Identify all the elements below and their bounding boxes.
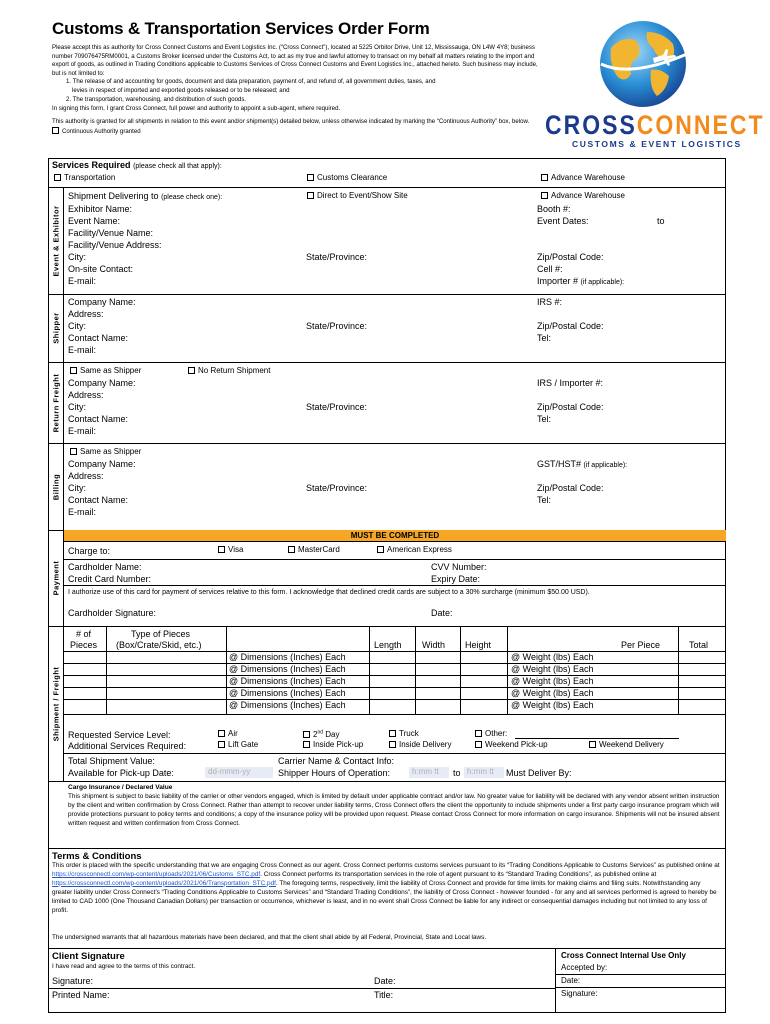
- event-email-field[interactable]: E-mail:: [68, 276, 97, 286]
- carrier-info-field[interactable]: Carrier Name & Contact Info:: [278, 756, 395, 766]
- weekend-delivery-checkbox[interactable]: Weekend Delivery: [589, 740, 664, 749]
- additional-services-label: Additional Services Required:: [68, 741, 187, 751]
- billing-address-field[interactable]: Address:: [68, 471, 104, 481]
- billing-sidebar: Billing: [48, 443, 64, 530]
- event-state-field[interactable]: State/Province:: [306, 252, 368, 262]
- inside-pickup-checkbox[interactable]: Inside Pick-up: [303, 740, 363, 749]
- cvv-field[interactable]: CVV Number:: [431, 562, 487, 572]
- cell-number-field[interactable]: Cell #:: [537, 264, 563, 274]
- col-total-header: Total: [689, 640, 709, 650]
- continuous-authority-label: Continuous Authority granted: [62, 128, 141, 136]
- must-be-completed-banner: MUST BE COMPLETED: [64, 530, 726, 542]
- col-length-header: Length: [374, 640, 402, 650]
- event-dates-field[interactable]: Event Dates:: [537, 216, 589, 226]
- col-height-header: Height: [465, 640, 492, 650]
- deliver-advance-checkbox[interactable]: Advance Warehouse: [541, 191, 625, 200]
- service-advance-warehouse[interactable]: Advance Warehouse: [541, 173, 625, 182]
- shipper-state-field[interactable]: State/Province:: [306, 321, 368, 331]
- shipper-zip-field[interactable]: Zip/Postal Code:: [537, 321, 604, 331]
- dimensions-row-4[interactable]: @ Dimensions (Inches) Each: [229, 688, 346, 698]
- shipper-contact-field[interactable]: Contact Name:: [68, 333, 129, 343]
- dimensions-row-5[interactable]: @ Dimensions (Inches) Each: [229, 700, 346, 710]
- billing-tel-field[interactable]: Tel:: [537, 495, 552, 505]
- mastercard-checkbox[interactable]: MasterCard: [288, 545, 340, 554]
- event-city-field[interactable]: City:: [68, 252, 86, 262]
- other-input-line[interactable]: [515, 738, 679, 739]
- divider: [48, 362, 726, 363]
- cardholder-signature-field[interactable]: Cardholder Signature:: [68, 608, 157, 618]
- facility-address-field[interactable]: Facility/Venue Address:: [68, 240, 162, 250]
- hours-to-input[interactable]: h:mm tt: [464, 767, 504, 778]
- billing-state-field[interactable]: State/Province:: [306, 483, 368, 493]
- service-customs-clearance[interactable]: Customs Clearance: [307, 173, 387, 182]
- return-city-field[interactable]: City:: [68, 402, 86, 412]
- services-heading: Services Required (please check all that apply):: [52, 160, 222, 170]
- intro-paragraph-2: In signing this form, I grant Cross Connect, full power and authority to appoint a sub-agent, where required.: [52, 105, 341, 113]
- intro-item-1: 1. The release of and accounting for goods, document and data preparation, payment of, and refund of, all government duties, taxes, and: [66, 78, 436, 86]
- intro-text: [52, 44, 540, 137]
- brand-logo-text: CROSSCONNECT: [545, 110, 765, 140]
- client-agree-text: I have read and agree to the terms of this contract.: [52, 963, 196, 970]
- divider: [48, 781, 726, 782]
- hours-to-label: to: [453, 768, 461, 778]
- charge-to-label: Charge to:: [68, 546, 111, 556]
- cardholder-name-field[interactable]: Cardholder Name:: [68, 562, 142, 572]
- event-dates-to: to: [657, 216, 665, 226]
- return-email-field[interactable]: E-mail:: [68, 426, 97, 436]
- client-signature-field[interactable]: Signature:: [52, 976, 94, 986]
- internal-use-heading: Cross Connect Internal Use Only: [561, 951, 686, 960]
- cargo-insurance-heading: Cargo Insurance / Declared Value: [68, 784, 173, 791]
- onsite-contact-field[interactable]: On-site Contact:: [68, 264, 134, 274]
- intro-paragraph-1: Please accept this as authority for Cross Connect Customs and Event Logistics Inc. (“Cross Connect”), located at 5225 Orbitor Drive, Unit 12, Mississauga, ON L4W 4Y8; business number 709076475RM0001, a Customs Broker licensed under the Customs Act, to act as my true and lawful attorney to transact on my behalf all matters relating to the import and export of goods, as outlined in Trading Conditions applicable to Customs Services of Cross Connect Customs and Event Logistics Inc., attached hereto. Such business may include, but is not limited to:: [52, 44, 538, 77]
- col-pieces-header-2: Pieces: [70, 640, 98, 650]
- billing-gst-field[interactable]: GST/HST# (if applicable):: [537, 459, 628, 469]
- hours-from-input[interactable]: h:mm tt: [409, 767, 449, 778]
- shipper-email-field[interactable]: E-mail:: [68, 345, 97, 355]
- return-company-field[interactable]: Company Name:: [68, 378, 136, 388]
- brand-tagline: CUSTOMS & EVENT LOGISTICS: [572, 139, 742, 149]
- return-tel-field[interactable]: Tel:: [537, 414, 552, 424]
- deliver-direct-checkbox[interactable]: Direct to Event/Show Site: [307, 191, 408, 200]
- billing-email-field[interactable]: E-mail:: [68, 507, 97, 517]
- pickup-date-input[interactable]: dd-mmm-yy: [205, 767, 273, 778]
- payment-sidebar: Payment: [48, 530, 64, 626]
- weight-row-2[interactable]: @ Weight (lbs) Each: [511, 664, 594, 674]
- event-name-field[interactable]: Event Name:: [68, 216, 121, 226]
- intro-item-2: 2. The transportation, warehousing, and distribution of such goods.: [66, 95, 247, 103]
- divider: [48, 948, 726, 949]
- return-state-field[interactable]: State/Province:: [306, 402, 368, 412]
- must-deliver-by-field[interactable]: Must Deliver By:: [506, 768, 572, 778]
- col-type-header-1: Type of Pieces: [131, 629, 191, 639]
- col-width-header: Width: [422, 640, 446, 650]
- shipper-city-field[interactable]: City:: [68, 321, 86, 331]
- divider: [48, 848, 726, 849]
- continuous-authority-checkbox[interactable]: [52, 127, 59, 134]
- inside-delivery-checkbox[interactable]: Inside Delivery: [389, 740, 451, 749]
- customs-stc-link[interactable]: https://crossconnectl.com/wp-content/uploads/2021/06/Customs_STC.pdf: [52, 870, 261, 878]
- weight-row-3[interactable]: @ Weight (lbs) Each: [511, 676, 594, 686]
- dimensions-row-1[interactable]: @ Dimensions (Inches) Each: [229, 652, 346, 662]
- other-checkbox[interactable]: Other:: [475, 729, 507, 738]
- page-title: Customs & Transportation Services Order Form: [52, 19, 430, 38]
- shipment-delivering-label: Shipment Delivering to (please check one):: [68, 191, 223, 201]
- shipper-hours-label: Shipper Hours of Operation:: [278, 768, 391, 778]
- exhibitor-name-field[interactable]: Exhibitor Name:: [68, 204, 133, 214]
- terms-text: This order is placed with the specific understanding that we are engaging Cross Connect as our agent. Cross Connect performs customs services pursuant to its “Trading Conditions Applicable to Customs Services” as published online at https://crossconnectl.com/wp-content/uploads/2021/06/Customs_STC.pdf. Cross Connect performs its transportation services in the role of agent pursuant to its “Standard Trading Conditions”, as published online at https://crossconnectl.com/wp-content/uploads/2021/06/Transportation_STC.pdf. The foregoing terms, respectively, limit the liability of Cross Connect and provide for time limits for making claims and filing suits. Notwithstanding any greater liability under Cross Connect’s “Trading Conditions Applicable to Customs Services” and “Standard Trading Conditions”, the liability of Cross Connect - however founded - for any and all services performed is agreed to hereby be limited to CAD 1000 (One Thousand Canadian Dollars) per transaction or occurrence, whichever is least, and in no event shall Cross Connect be liable for any indirect or consequential damages including but not limited to any loss of profit.: [52, 862, 720, 914]
- liftgate-checkbox[interactable]: Lift Gate: [218, 740, 258, 749]
- no-return-shipment-checkbox[interactable]: No Return Shipment: [188, 366, 270, 375]
- billing-company-field[interactable]: Company Name:: [68, 459, 136, 469]
- client-title-field[interactable]: Title:: [374, 990, 394, 1000]
- divider: [48, 187, 726, 188]
- client-signature-heading: Client Signature: [52, 951, 125, 962]
- card-authorization-text: I authorize use of this card for payment of services relative to this form. I acknowledge that declined credit cards are subject to a 30% surcharge (minimum $50.00 USD).: [68, 589, 590, 596]
- service-level-label: Requested Service Level:: [68, 730, 171, 740]
- internal-date-field[interactable]: Date:: [561, 976, 581, 985]
- divider: [64, 559, 726, 560]
- billing-same-as-shipper-checkbox[interactable]: Same as Shipper: [70, 447, 141, 456]
- return-contact-field[interactable]: Contact Name:: [68, 414, 129, 424]
- weekend-pickup-checkbox[interactable]: Weekend Pick-up: [475, 740, 548, 749]
- shipper-sidebar: Shipper: [48, 294, 64, 362]
- divider: [64, 585, 726, 586]
- truck-checkbox[interactable]: Truck: [389, 729, 419, 738]
- intro-item-1b: levies in respect of imported and exported goods released or to be released; and: [72, 86, 290, 94]
- air-checkbox[interactable]: Air: [218, 729, 238, 738]
- intro-paragraph-3: This authority is granted for all shipments in relation to this event and/or shipment(s) detailed below, unless otherwise indicated by marking the “Continuous Authority” box, below.: [52, 117, 530, 125]
- shipper-address-field[interactable]: Address:: [68, 309, 104, 319]
- billing-contact-field[interactable]: Contact Name:: [68, 495, 129, 505]
- weight-row-1[interactable]: @ Weight (lbs) Each: [511, 652, 594, 662]
- importer-number-field[interactable]: Importer # (if applicable):: [537, 276, 625, 286]
- available-pickup-date-label: Available for Pick-up Date:: [68, 768, 174, 778]
- internal-signature-field[interactable]: Signature:: [561, 989, 598, 998]
- accepted-by-field[interactable]: Accepted by:: [561, 963, 608, 972]
- second-day-checkbox[interactable]: 2nd Day: [303, 729, 339, 739]
- weight-row-4[interactable]: @ Weight (lbs) Each: [511, 688, 594, 698]
- shipment-freight-sidebar: Shipment / Freight: [48, 626, 64, 781]
- visa-checkbox[interactable]: Visa: [218, 545, 243, 554]
- col-pieces-header-1: # of: [76, 629, 92, 639]
- divider: [48, 443, 726, 444]
- hazardous-warranty-text: The undersigned warrants that all hazardous materials have been declared, and that the client shall abide by all Federal, Provincial, State and Local laws.: [52, 934, 487, 941]
- credit-card-number-field[interactable]: Credit Card Number:: [68, 574, 152, 584]
- divider: [48, 626, 726, 627]
- return-address-field[interactable]: Address:: [68, 390, 104, 400]
- globe-logo-icon: [591, 18, 695, 110]
- event-exhibitor-sidebar: Event & Exhibitor: [48, 187, 64, 294]
- billing-zip-field[interactable]: Zip/Postal Code:: [537, 483, 604, 493]
- client-date-field[interactable]: Date:: [374, 976, 396, 986]
- billing-city-field[interactable]: City:: [68, 483, 86, 493]
- shipper-irs-field[interactable]: IRS #:: [537, 297, 563, 307]
- transportation-stc-link[interactable]: https://crossconnectl.com/wp-content/uploads/2021/06/Transportation_STC.pdf: [52, 879, 276, 887]
- col-perpiece-header: Per Piece: [621, 640, 661, 650]
- return-same-as-shipper-checkbox[interactable]: Same as Shipper: [70, 366, 141, 375]
- col-type-header-2: (Box/Crate/Skid, etc.): [116, 640, 202, 650]
- service-transportation[interactable]: Transportation: [54, 173, 115, 182]
- dimensions-row-3[interactable]: @ Dimensions (Inches) Each: [229, 676, 346, 686]
- weight-row-5[interactable]: @ Weight (lbs) Each: [511, 700, 594, 710]
- event-zip-field[interactable]: Zip/Postal Code:: [537, 252, 604, 262]
- divider: [48, 294, 726, 295]
- terms-heading: Terms & Conditions: [52, 851, 142, 862]
- amex-checkbox[interactable]: American Express: [377, 545, 452, 554]
- facility-name-field[interactable]: Facility/Venue Name:: [68, 228, 154, 238]
- return-irs-field[interactable]: IRS / Importer #:: [537, 378, 604, 388]
- shipper-tel-field[interactable]: Tel:: [537, 333, 552, 343]
- cardholder-date-field[interactable]: Date:: [431, 608, 453, 618]
- return-freight-sidebar: Return Freight: [48, 362, 64, 443]
- dimensions-row-2[interactable]: @ Dimensions (Inches) Each: [229, 664, 346, 674]
- cargo-insurance-text: This shipment is subject to basic liability of the carrier or other vendors engaged, which is limited by default under applicable contract and/or law. No greater value for liability will be declared with any vendor absent written instruction by the client and written confirmation by Cross Connect. Rather than attempt to recover under liability terms, Cross Connect offers the client the opportunity to include shipments under a first party cargo insurance program which will provide protections pursuant to policy terms and conditions; a copy of the insurance policy will be provided upon request. Please contact Cross Connect for more information on cargo insurance. Shipments will not be insured absent written request and written confirmation from Cross Connect.: [68, 793, 720, 827]
- expiry-date-field[interactable]: Expiry Date:: [431, 574, 481, 584]
- return-zip-field[interactable]: Zip/Postal Code:: [537, 402, 604, 412]
- booth-number-field[interactable]: Booth #:: [537, 204, 571, 214]
- shipper-company-field[interactable]: Company Name:: [68, 297, 136, 307]
- total-shipment-value-field[interactable]: Total Shipment Value:: [68, 756, 155, 766]
- printed-name-field[interactable]: Printed Name:: [52, 990, 110, 1000]
